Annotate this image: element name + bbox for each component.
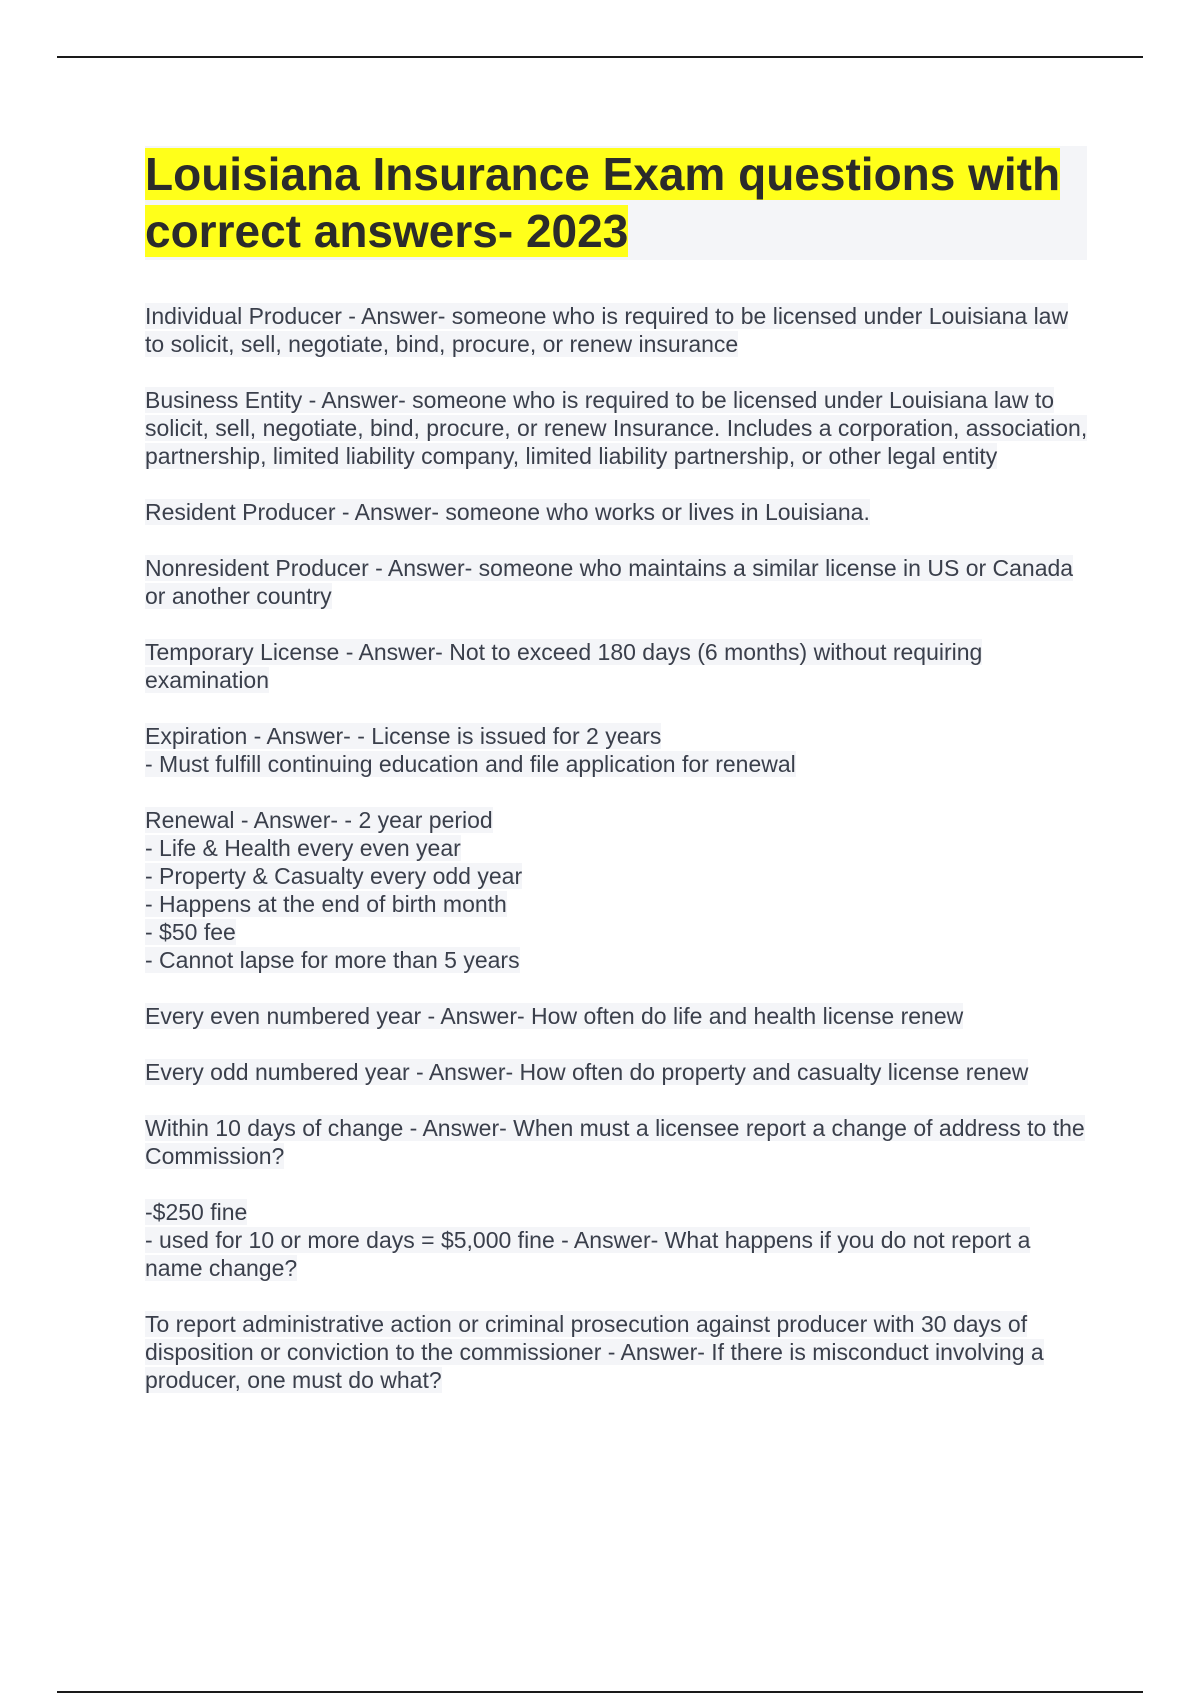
qa-entry-even-year: Every even numbered year - Answer- How often do life and health license renew [145,1003,964,1029]
qa-entry-address-change: Within 10 days of change - Answer- When must a licensee report a change of address to the Commission? [145,1115,1085,1169]
qa-entry-odd-year: Every odd numbered year - Answer- How often do property and casualty license renew [145,1059,1029,1085]
qa-entry-renewal: Renewal - Answer- - 2 year period - Life & Health every even year - Property & Casualty every odd year - Happens at the end of birth month - $50 fee - Cannot lapse for more than 5 years [145,807,523,973]
qa-entry-expiration: Expiration - Answer- - License is issued for 2 years - Must fulfill continuing education and file application for renewal [145,723,796,777]
qa-entry-nonresident-producer: Nonresident Producer - Answer- someone who maintains a similar license in US or Canada or another country [145,555,1074,609]
document-title: Louisiana Insurance Exam questions with correct answers- 2023 [145,148,1061,257]
title-block [145,146,1087,260]
qa-entry-temporary-license: Temporary License - Answer- Not to exceed 180 days (6 months) without requiring examination [145,639,983,693]
top-divider [57,56,1143,58]
qa-entry-name-change: -$250 fine - used for 10 or more days = $5,000 fine - Answer- What happens if you do not report a name change? [145,1199,1031,1281]
qa-entry-business-entity: Business Entity - Answer- someone who is required to be licensed under Louisiana law to solicit, sell, negotiate, bind, procure, or renew Insurance. Includes a corporation, association, partnership, limited liability company, limited liability partnership, or other legal entity [145,387,1088,469]
bottom-divider [57,1691,1143,1693]
qa-entry-misconduct: To report administrative action or criminal prosecution against producer with 30 days of disposition or conviction to the commissioner - Answer- If there is misconduct involving a producer, one must do what? [145,1311,1044,1393]
qa-entry-resident-producer: Resident Producer - Answer- someone who works or lives in Louisiana. [145,499,870,525]
qa-list [145,302,1090,1422]
qa-entry-individual-producer: Individual Producer - Answer- someone who is required to be licensed under Louisiana law to solicit, sell, negotiate, bind, procure, or renew insurance [145,303,1069,357]
